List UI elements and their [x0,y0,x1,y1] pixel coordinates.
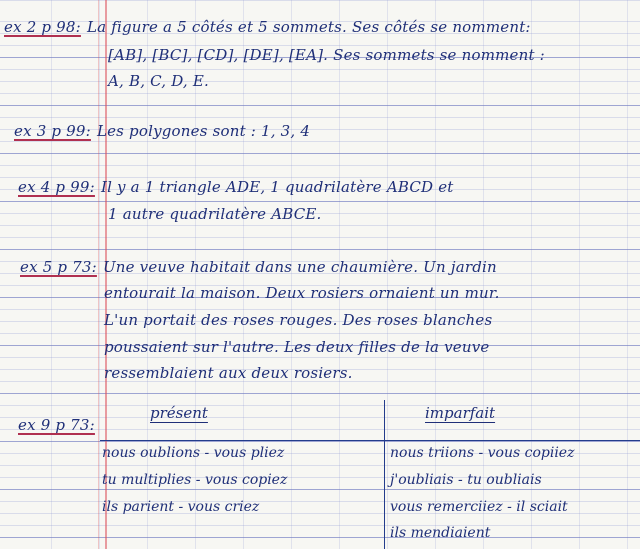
present-row-1: nous oublions - vous pliez [102,445,285,461]
table-header-rule [100,440,640,441]
imparfait-row-1: nous triions - vous copiiez [390,445,575,461]
ex9-line-1 [18,416,101,434]
present-row-2: tu multiplies - vous copiez [102,472,288,488]
ex3-line-1 [14,122,310,140]
imparfait-row-4: ils mendiaient [390,525,491,541]
ex5-text-3: L'un portait des roses rouges. Des roses blanches [104,311,493,329]
ex2-text-1: La figure a 5 côtés et 5 sommets. Ses côtés se nomment: [86,18,531,36]
ex4-text-1: Il y a 1 triangle ADE, 1 quadrilatère ABCD et [100,178,454,196]
ex2-reference: ex 2 p 98: [4,18,81,36]
ex5-text-2: entourait la maison. Deux rosiers ornaient un mur. [104,284,500,302]
ex3-reference: ex 3 p 99: [14,122,91,140]
ex2-line-1 [4,18,531,36]
imparfait-row-3: vous remerciiez - il sciait [390,499,568,515]
present-row-3: ils parient - vous criez [102,499,260,515]
table-column-divider [384,400,385,549]
ex3-text-1: Les polygones sont : 1, 3, 4 [96,122,311,140]
ex4-line-1 [18,178,454,196]
ex2-text-2: [AB], [BC], [CD], [DE], [EA]. Ses sommets se nomment : [108,46,545,64]
ex5-line-1 [20,258,497,276]
ex4-reference: ex 4 p 99: [18,178,95,196]
ex9-reference: ex 9 p 73: [18,416,95,434]
ex2-text-3: A, B, C, D, E. [108,72,209,90]
column-header-imparfait: imparfait [425,404,496,422]
imparfait-row-2: j'oubliais - tu oubliais [390,472,542,488]
column-header-present: présent [150,404,208,422]
ex5-text-1: Une veuve habitait dans une chaumière. Un jardin [102,258,497,276]
ex5-text-4: poussaient sur l'autre. Les deux filles de la veuve [104,338,490,356]
ex5-text-5: ressemblaient aux deux rosiers. [104,364,353,382]
ex5-reference: ex 5 p 73: [20,258,97,276]
ex4-text-2: 1 autre quadrilatère ABCE. [108,205,322,223]
